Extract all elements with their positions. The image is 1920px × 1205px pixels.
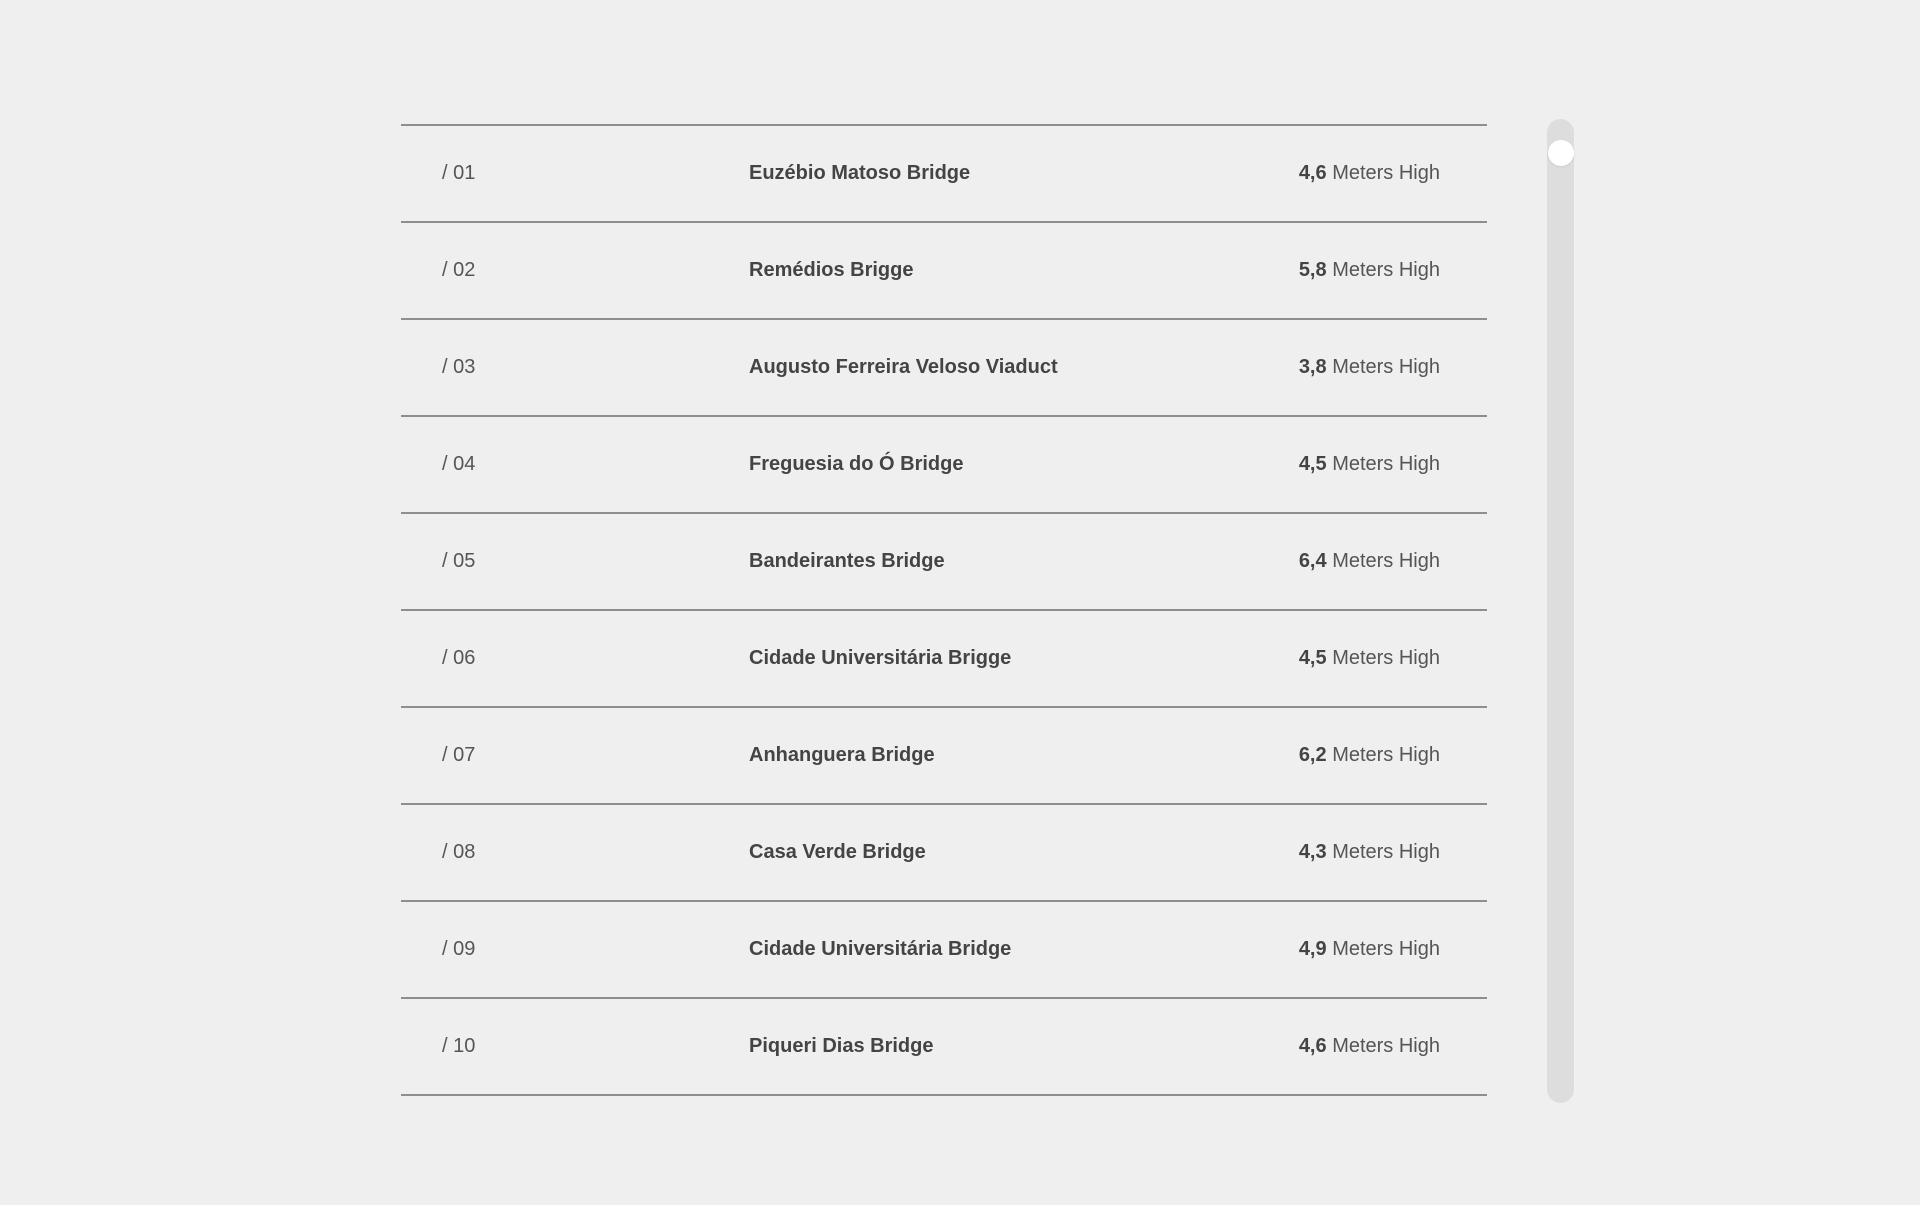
- height-value: 5,8: [1298, 259, 1327, 281]
- bridge-height: [1299, 320, 1440, 415]
- bridge-height: [1299, 805, 1440, 900]
- item-number: / 04: [442, 453, 476, 475]
- height-unit: Meters High: [1332, 162, 1440, 184]
- bridge-name: Bandeirantes Bridge: [749, 550, 945, 572]
- list-item[interactable]: [401, 514, 1487, 611]
- item-number: / 05: [442, 550, 476, 572]
- bridge-name: Cidade Universitária Brigge: [749, 647, 1012, 669]
- item-number: / 02: [442, 259, 476, 281]
- item-number: / 08: [442, 841, 476, 863]
- bridge-name: Cidade Universitária Bridge: [749, 938, 1012, 960]
- bridge-height: [1299, 223, 1440, 318]
- list-item[interactable]: [401, 223, 1487, 320]
- bridge-name: Casa Verde Bridge: [749, 841, 926, 863]
- list-item[interactable]: [401, 999, 1487, 1096]
- bridge-name: Freguesia do Ó Bridge: [749, 453, 964, 475]
- list-item[interactable]: [401, 126, 1487, 223]
- bridge-height: [1299, 611, 1440, 706]
- height-unit: Meters High: [1332, 259, 1440, 281]
- height-unit: Meters High: [1332, 647, 1440, 669]
- item-number: / 01: [442, 162, 476, 184]
- height-unit: Meters High: [1332, 550, 1440, 572]
- item-number: / 06: [442, 647, 476, 669]
- bridge-name: Piqueri Dias Bridge: [749, 1035, 934, 1057]
- bridge-height: [1299, 999, 1440, 1094]
- bridge-height: [1299, 902, 1440, 997]
- height-unit: Meters High: [1332, 744, 1440, 766]
- item-number: / 09: [442, 938, 476, 960]
- bridge-name: Anhanguera Bridge: [749, 744, 935, 766]
- height-value: 4,3: [1298, 841, 1327, 863]
- height-value: 4,5: [1298, 647, 1327, 669]
- bridge-name: Remédios Brigge: [749, 259, 914, 281]
- bridge-height: [1299, 417, 1440, 512]
- height-value: 6,4: [1298, 550, 1327, 572]
- height-value: 6,2: [1298, 744, 1327, 766]
- list-item[interactable]: [401, 611, 1487, 708]
- scrollbar-track[interactable]: [1547, 119, 1574, 1103]
- height-value: 4,6: [1298, 1035, 1327, 1057]
- bridge-name: Augusto Ferreira Veloso Viaduct: [749, 356, 1058, 378]
- height-value: 4,6: [1298, 162, 1327, 184]
- scrollbar-thumb[interactable]: [1548, 140, 1574, 166]
- height-unit: Meters High: [1332, 453, 1440, 475]
- height-unit: Meters High: [1332, 1035, 1440, 1057]
- height-value: 3,8: [1298, 356, 1327, 378]
- bridge-height: [1299, 708, 1440, 803]
- height-unit: Meters High: [1332, 938, 1440, 960]
- height-value: 4,9: [1298, 938, 1327, 960]
- bridge-height: [1299, 126, 1440, 221]
- height-value: 4,5: [1298, 453, 1327, 475]
- bridge-height: [1299, 514, 1440, 609]
- height-unit: Meters High: [1332, 356, 1440, 378]
- list-item[interactable]: [401, 417, 1487, 514]
- list-item[interactable]: [401, 708, 1487, 805]
- list-item[interactable]: [401, 902, 1487, 999]
- list-item[interactable]: [401, 805, 1487, 902]
- item-number: / 10: [442, 1035, 476, 1057]
- bridge-list: [401, 124, 1487, 1096]
- bridge-name: Euzébio Matoso Bridge: [749, 162, 971, 184]
- item-number: / 07: [442, 744, 476, 766]
- item-number: / 03: [442, 356, 476, 378]
- list-item[interactable]: [401, 320, 1487, 417]
- height-unit: Meters High: [1332, 841, 1440, 863]
